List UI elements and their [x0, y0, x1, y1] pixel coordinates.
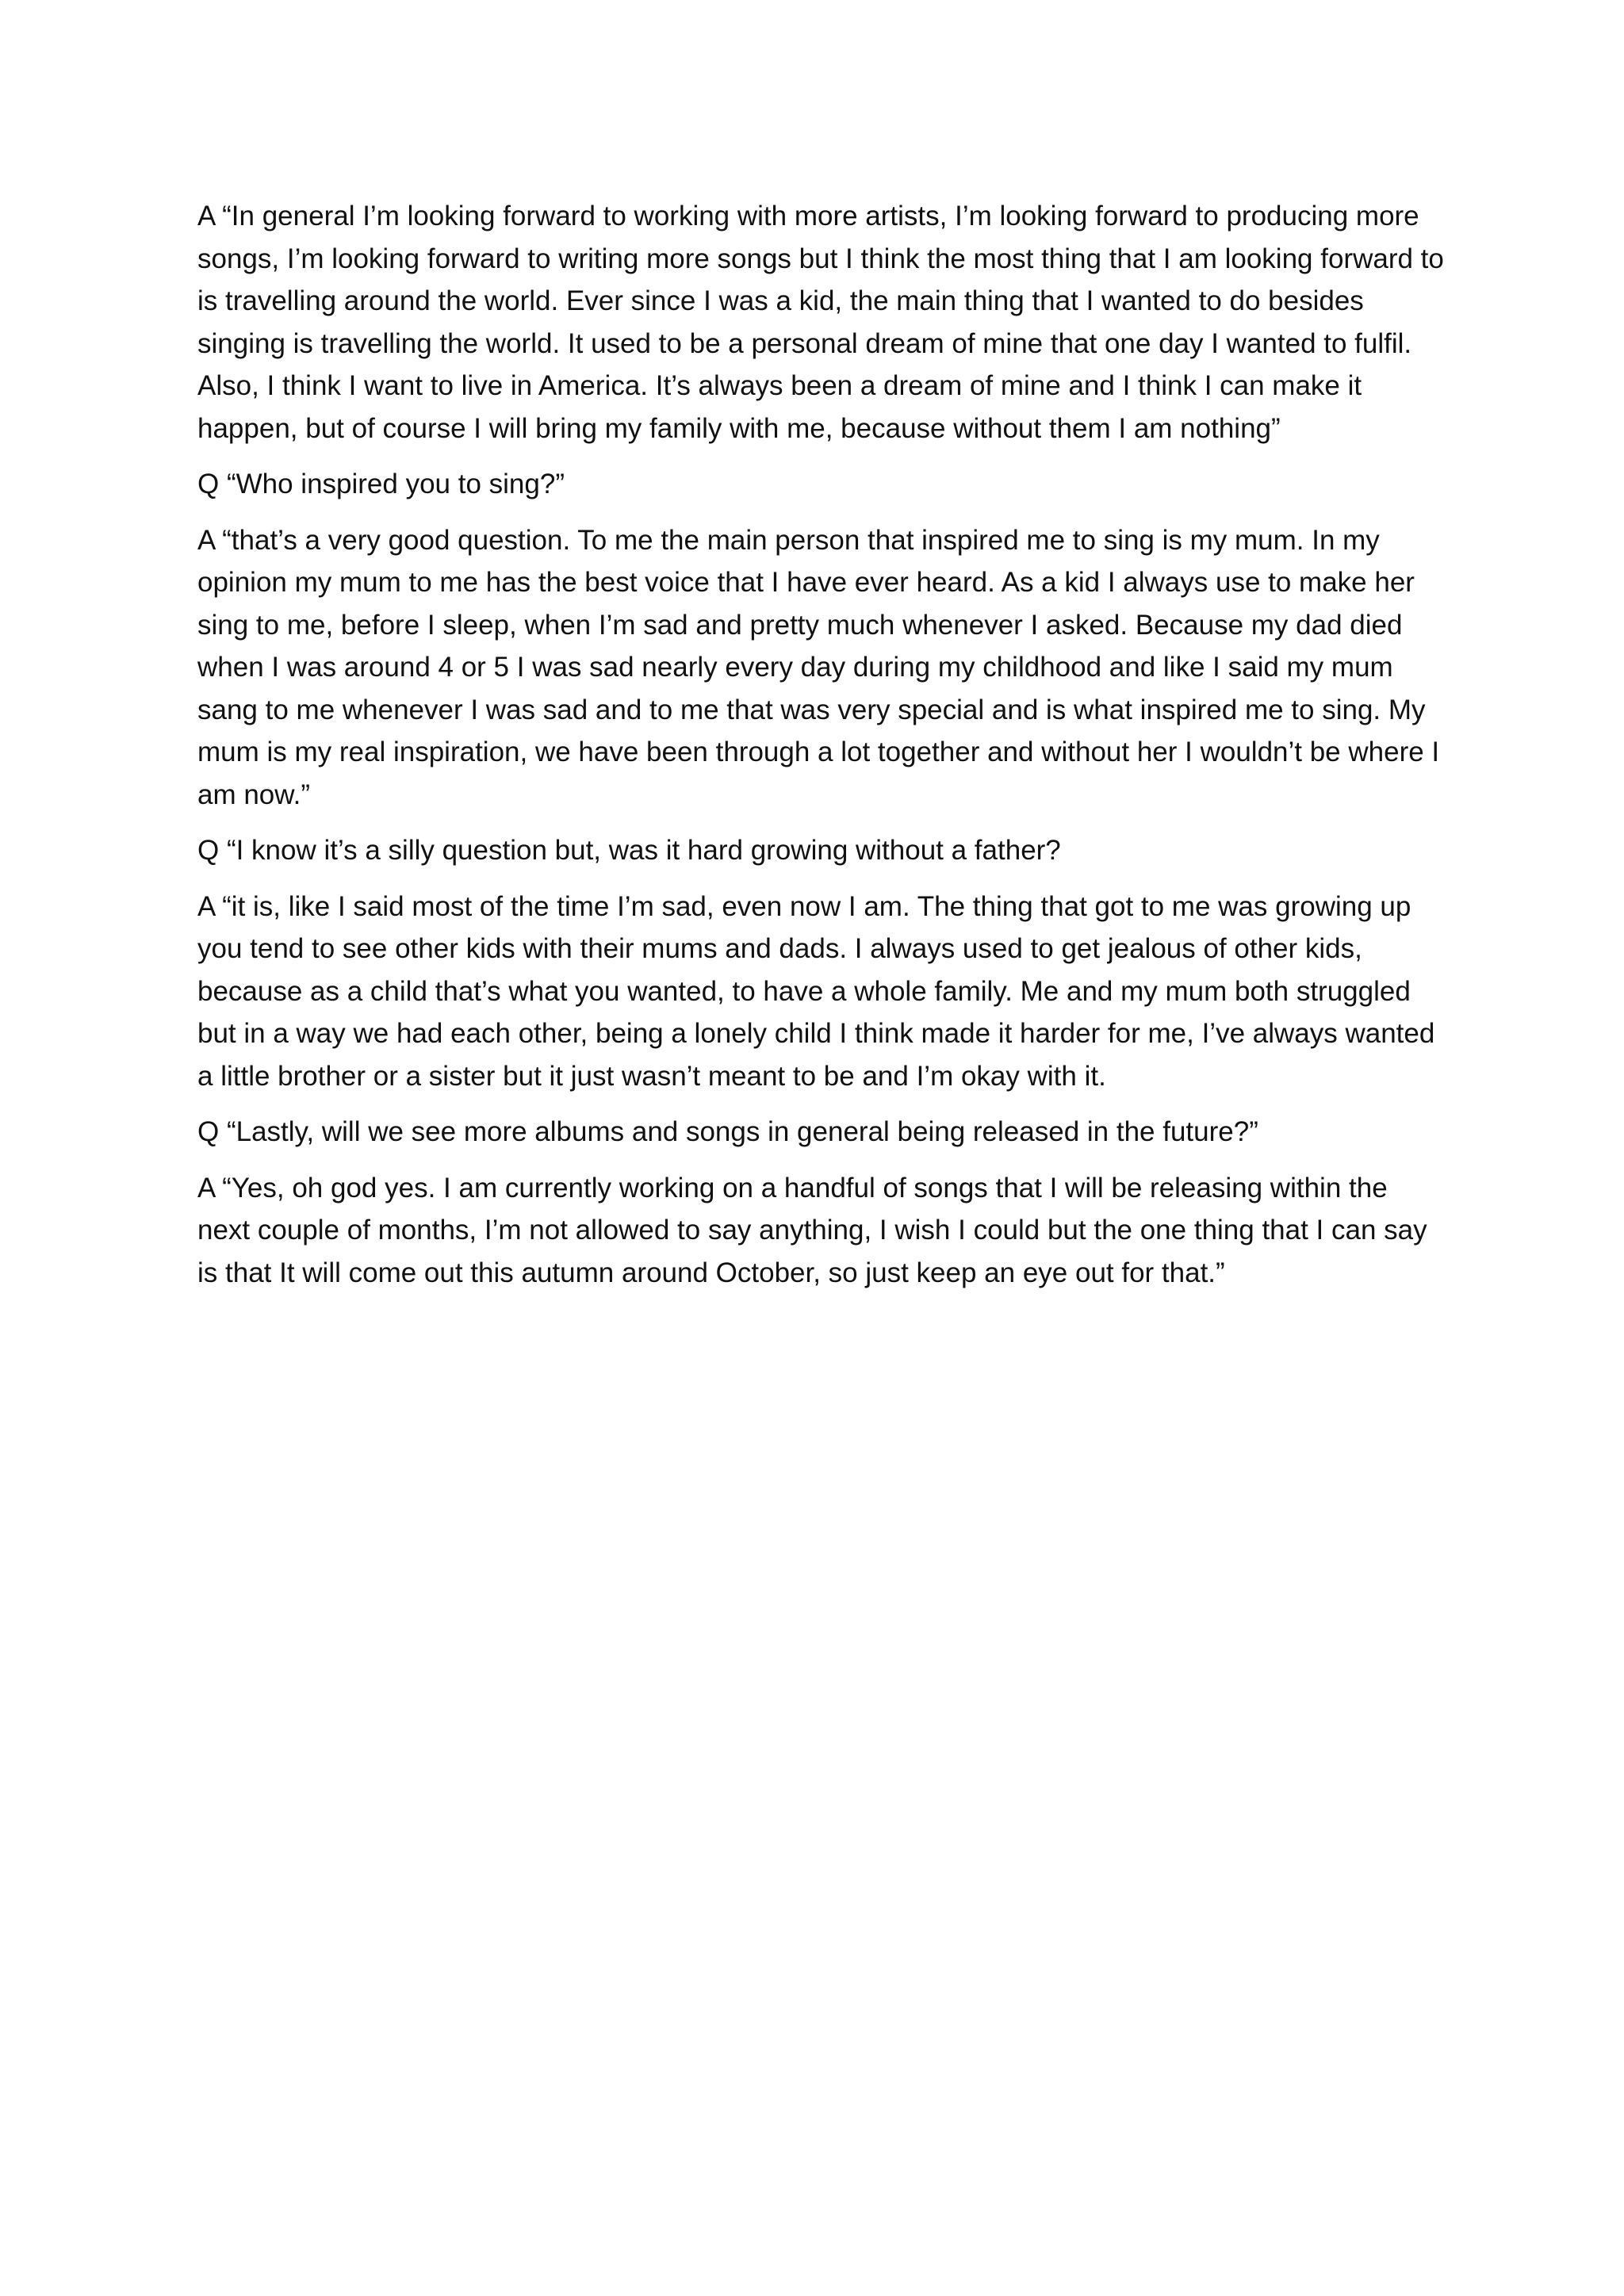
answer-paragraph: A “In general I’m looking forward to working with more artists, I’m looking forward to producing more songs, I’m looking forward to writing more songs but I think the most thing that I am looking forward to is travelling around the world. Ever since I was a kid, the main thing that I wanted to do besides singing is travelling the world. It used to be a personal dream of mine that one day I wanted to fulfil. Also, I think I want to live in America. It’s always been a dream of mine and I think I can make it happen, but of course I will bring my family with me, because without them I am nothing”: [197, 201, 1444, 444]
question-paragraph: Q “I know it’s a silly question but, was it hard growing without a father?: [197, 835, 1061, 866]
answer-paragraph: A “that’s a very good question. To me the main person that inspired me to sing is my mum. In my opinion my mum to me has the best voice that I have ever heard. As a kid I always use to make her sing to me, before I sleep, when I’m sad and pretty much whenever I asked. Because my dad died when I was around 4 or 5 I was sad nearly every day during my childhood and like I said my mum sang to me whenever I was sad and to me that was very special and is what inspired me to sing. My mum is my real inspiration, we have been through a lot together and without her I wouldn’t be where I am now.”: [197, 524, 1440, 810]
question-paragraph: Q “Who inspired you to sing?”: [197, 469, 565, 499]
document-body: [197, 195, 1446, 1307]
answer-paragraph: A “Yes, oh god yes. I am currently working on a handful of songs that I will be releasing within the next couple of months, I’m not allowed to say anything, I wish I could but the one thing that I can say is that It will come out this autumn around October, so just keep an eye out for that.”: [197, 1172, 1427, 1288]
question-paragraph: Q “Lastly, will we see more albums and songs in general being released in the future?”: [197, 1116, 1258, 1147]
answer-paragraph: A “it is, like I said most of the time I’m sad, even now I am. The thing that got to me was growing up you tend to see other kids with their mums and dads. I always used to get jealous of other kids, because as a child that’s what you wanted, to have a whole family. Me and my mum both struggled but in a way we had each other, being a lonely child I think made it harder for me, I’ve always wanted a little brother or a sister but it just wasn’t meant to be and I’m okay with it.: [197, 890, 1435, 1092]
